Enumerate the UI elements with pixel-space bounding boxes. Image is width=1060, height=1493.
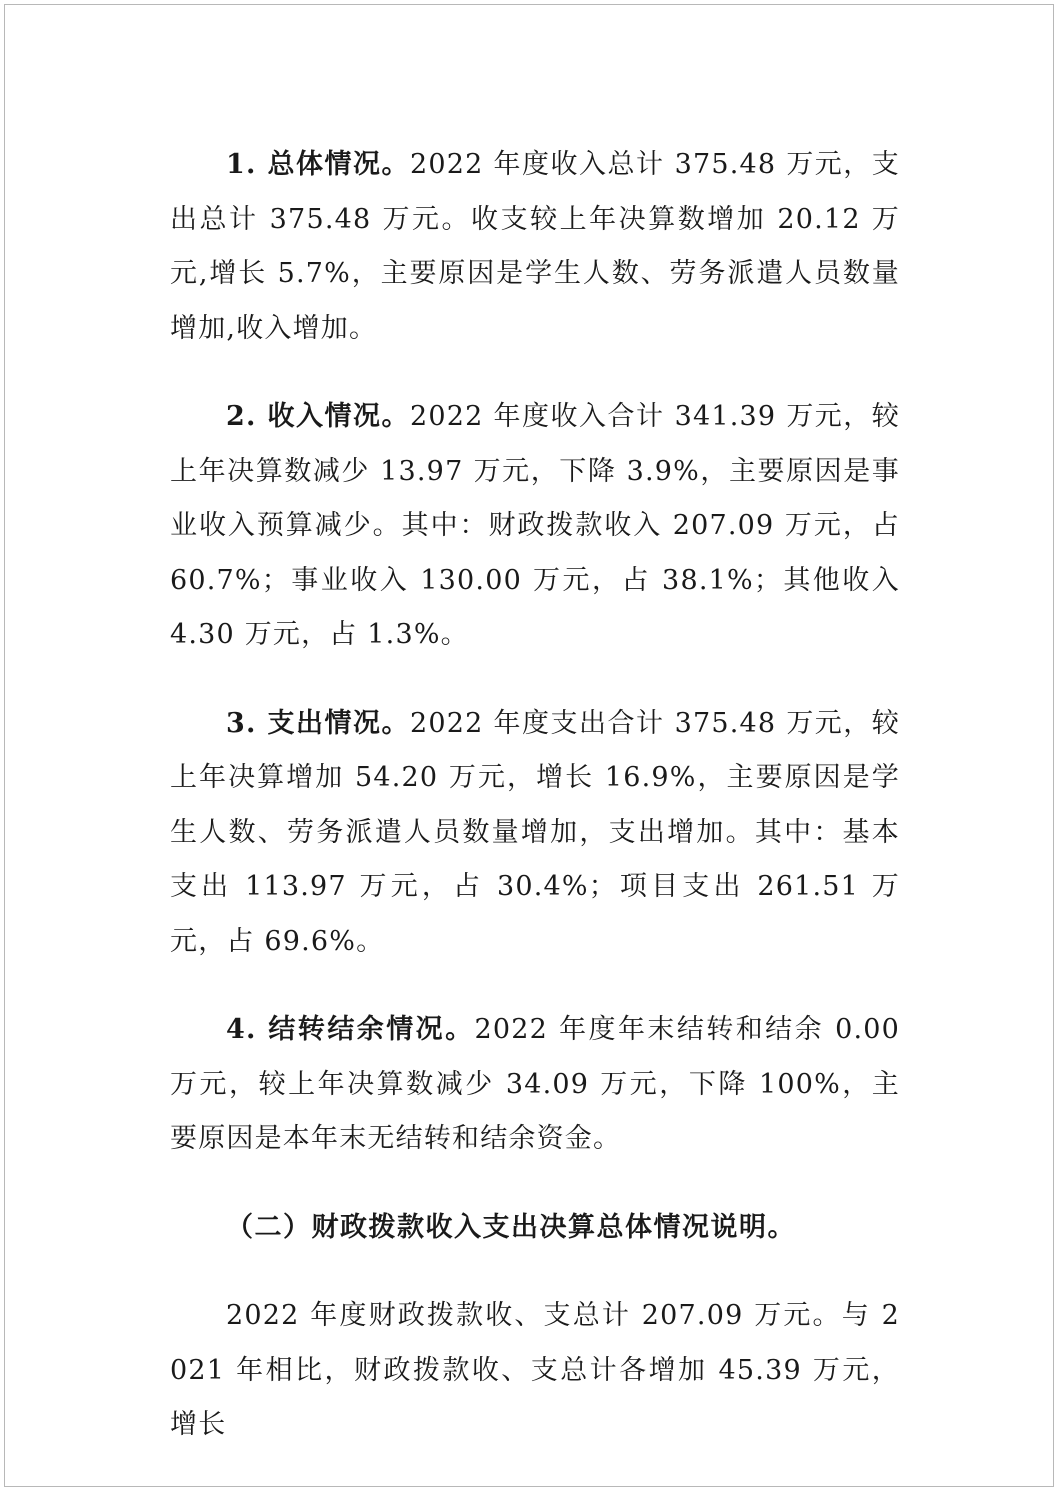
paragraph-text: 2022 年度支出合计 375.48 万元，较上年决算增加 54.20 万元，增长 16.9%，主要原因是学生人数、劳务派遣人员数量增加，支出增加。其中：基本支出 113.97 万元，占 30.4%；项目支出 261.51 万元，占 69.6%。 (170, 707, 900, 957)
paragraph-fiscal-appropriation: 2022 年度财政拨款收、支总计 207.09 万元。与 2021 年相比，财政拨款收、支总计各增加 45.39 万元，增长 (170, 1300, 900, 1440)
paragraph-heading: 4. 结转结余情况。 (226, 1014, 475, 1045)
paragraph-heading: 2. 收入情况。 (226, 401, 410, 432)
paragraph-overall (170, 138, 900, 356)
paragraph-carryover (170, 1003, 900, 1167)
section-heading-fiscal-appropriation: （二）财政拨款收入支出决算总体情况说明。 (226, 1211, 796, 1243)
page-content (170, 138, 900, 1487)
paragraph-heading: 3. 支出情况。 (226, 707, 410, 739)
paragraph-heading: 1. 总体情况。 (226, 149, 410, 180)
paragraph-expenditure (170, 697, 900, 970)
document-page (4, 4, 1054, 1487)
paragraph-text: 2022 年度收入合计 341.39 万元，较上年决算数减少 13.97 万元，下降 3.9%，主要原因是事业收入预算减少。其中：财政拨款收入 207.09 万元，占 60.7%；事业收入 130.00 万元，占 38.1%；其他收入 4.30 万元，占 1.3%。 (170, 401, 900, 650)
paragraph-text: 2022 年度年末结转和结余 0.00 万元，较上年决算数减少 34.09 万元，下降 100%，主要原因是本年末无结转和结余资金。 (170, 1014, 900, 1154)
paragraph-text: 2022 年度收入总计 375.48 万元，支出总计 375.48 万元。收支较上年决算数增加 20.12 万元,增长 5.7%，主要原因是学生人数、劳务派遣人员数量增加,收入增加。 (170, 149, 900, 344)
paragraph-income (170, 390, 900, 663)
